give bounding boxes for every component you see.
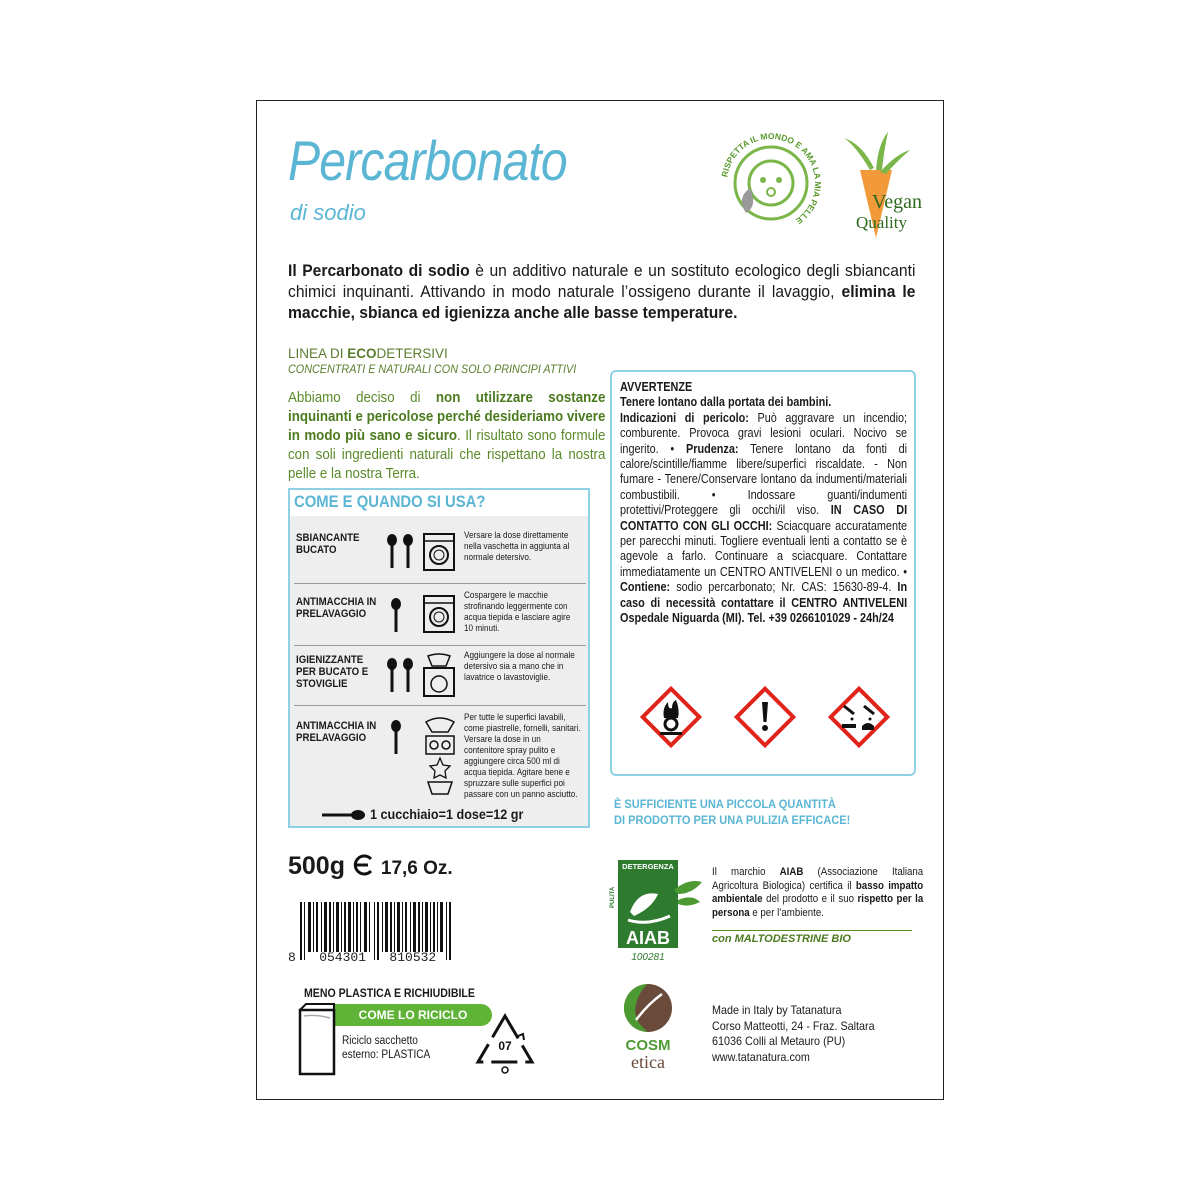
washing-machine-icon [422,594,456,634]
cosmetica-logo [608,980,688,1072]
weight-grams: 500g [288,852,345,880]
made-line3: 61036 Colli al Metauro (PU) [712,1034,846,1048]
sufficiente-line2: DI PRODOTTO PER UNA PULIZIA EFFICACE! [614,813,851,827]
one-spoon-icon [384,720,418,756]
usage-row-text: Versare la dose direttamente nella vaschetta in aggiunta al normale detersivo. [464,530,570,563]
maltodestrine-note: con MALTODESTRINE BIO [712,930,912,945]
dishwasher-icon [422,652,456,698]
aiab-name: AIAB [626,928,670,948]
spoon-icon [320,809,366,821]
warnings-title: AVVERTENZE [620,380,693,394]
one-spoon-icon [384,598,418,634]
intro-paragraph [288,260,915,323]
usage-title: COME E QUANDO SI USA? [290,490,588,516]
cosm-line1: COSM [625,1037,671,1054]
barcode-digits: 8 054301 810532 [288,950,437,965]
pouch-bag-icon [296,1002,338,1078]
two-spoons-icon [384,658,418,694]
aiab-code: 100281 [631,952,665,963]
corrosion-icon [826,684,892,750]
made-line2: Corso Matteotti, 24 - Fraz. Saltara [712,1018,875,1033]
warnings-line1: Tenere lontano dalla portata dei bambini. [620,395,832,410]
usage-row [294,706,586,802]
recycle-title: MENO PLASTICA E RICHIUDIBILE [304,986,475,1000]
linea-text-2: . Il risultato sono formule con soli ingredienti naturali che rispettano la nostra pelle e la nostra Terra. [288,428,606,482]
intro-strong-1: Il Percarbonato di sodio [288,261,470,280]
made-line1: Made in Italy by Tatanatura [712,1003,842,1017]
warnings-text [620,380,907,627]
usage-row-label: IGIENIZZANTE PER BUCATO E STOVIGLIE [296,654,369,690]
flame-over-circle-icon [638,684,704,750]
linea-paragraph [288,389,605,484]
product-subtitle: di sodio [290,200,366,225]
usage-row-text: Per tutte le superfici lavabili, come piastrelle, fornelli, sanitari. Versare la dose in un contenitore spray pulito e aggiungere circa 500 ml di acqua tiepida. Agitare bene e spruzzare sulle superfici poi passare con un panno asciutto. [464,712,581,800]
contact-text: Sciacquare accuratamente per parecchi minuti. Togliere eventuali lenti a contatto se è agevole a farlo. Continuare a sciacquare. Contattare immediatamente un CENTRO ANTIVELENI o un medico. • [620,518,908,579]
warnings-box [610,370,916,776]
contiene-label: Contiene: [620,580,671,595]
usage-row-label: ANTIMACCHIA IN PRELAVAGGIO [296,720,377,744]
recycle-text [342,1034,430,1062]
estimated-e-icon [352,853,374,877]
two-spoons-icon [384,534,418,570]
usage-row-label: ANTIMACCHIA IN PRELAVAGGIO [296,596,377,620]
dose-footer [320,806,540,822]
recycle-code: 07 [498,1039,512,1053]
aiab-description: Il marchio AIAB (Associazione Italiana Agricoltura Biologica) certifica il basso impatto ambientale del prodotto e il suo rispetto per la persona e per l’ambiente. [712,866,924,919]
aiab-side-text: PULITA [610,886,616,908]
washing-machine-icon [422,532,456,572]
emergency-text: In caso di necessità contattare il CENTRO ANTIVELENI Ospedale Niguarda (MI). Tel. +39 0266101029 - 24h/24 [620,580,908,626]
manufacturer-info [712,1003,875,1065]
surfaces-icon [422,712,458,796]
product-title: Percarbonato [288,129,567,192]
recycling-triangle-icon [472,1010,538,1074]
cosm-line2: etica [631,1052,665,1072]
linea-subtitle: CONCENTRATI E NATURALI CON SOLO PRINCIPI ATTIVI [288,362,577,376]
usage-row-text: Cospargere le macchie strofinando leggermente con acqua tiepida e lasciare agire 10 minuti. [464,590,571,634]
contact-label: IN CASO DI CONTATTO CON GLI OCCHI: [620,503,908,533]
prudenza-text: Tenere lontano da fonti di calore/scintille/fiamme libere/superfici riscaldate. - Non fumare - Tenere/Conservare lontano da indumenti/materiali combustibili. • Indossare guanti/indumenti protettivi/Proteggere gli occhi/il viso. [620,441,908,518]
sufficiente-line1: È SUFFICIENTE UNA PICCOLA QUANTITÀ [614,797,836,811]
net-weight [288,852,453,881]
vegan-text: Vegan [872,191,922,213]
exclamation-mark-icon [732,684,798,750]
dose-footer-text: 1 cucchiaio=1 dose=12 gr [369,806,524,822]
usage-row [294,584,586,646]
contiene-text: sodio percarbonato; Nr. CAS: 15630-89-4. [670,580,898,595]
usage-row-text: Aggiungere la dose al normale detersivo sia a mano che in lavatrice o lavastoviglie. [464,650,575,683]
linea-prefix: LINEA DI [288,346,348,361]
intro-text-1: è un additivo naturale e un sostituto ecologico degli sbiancanti chimici inquinanti. Attivando in modo naturale l’ossigeno durante il lavaggio, [288,261,916,301]
linea-heading [288,346,448,361]
weight-ounces: 17,6 Oz. [380,858,453,879]
hazard-label: Indicazioni di pericolo: [620,410,749,425]
linea-strong-1: non utilizzare sostanze inquinanti e pericolose perché desideriamo vivere in modo più sano e sicuro [288,390,606,444]
usage-row-label: SBIANCANTE BUCATO [296,532,360,556]
recycle-panel [288,982,560,1080]
aiab-top-text: DETERGENZA [622,862,674,871]
usage-row [294,646,586,706]
quality-text: Quality [856,213,907,232]
aiab-logo [608,860,708,970]
rispetta-mondo-logo [716,128,826,238]
linea-eco: ECO [347,346,377,361]
usage-row [294,520,586,584]
recycle-line2: esterno: PLASTICA [342,1049,431,1061]
recycle-pill: COME LO RICICLO [334,1004,492,1026]
rispetta-ring-text: RISPETTA IL MONDO E AMA LA MIA PELLE [719,130,824,227]
made-website: www.tatanatura.com [712,1049,810,1064]
usage-box [288,488,590,828]
linea-suffix: DETERSIVI [376,346,448,361]
intro-strong-2: elimina le macchie, sbianca ed igienizza anche alle basse temperature. [288,282,916,322]
hazard-text: Può aggravare un incendio; comburente. Provoca gravi lesioni oculari. Nocivo se ingerito. • [620,410,908,456]
vegan-quality-logo [822,130,922,240]
recycle-line1: Riciclo sacchetto [342,1035,418,1047]
sufficiente-note [614,796,850,828]
linea-text-1: Abbiamo deciso di [288,390,436,406]
prudenza-label: Prudenza: [685,441,739,456]
